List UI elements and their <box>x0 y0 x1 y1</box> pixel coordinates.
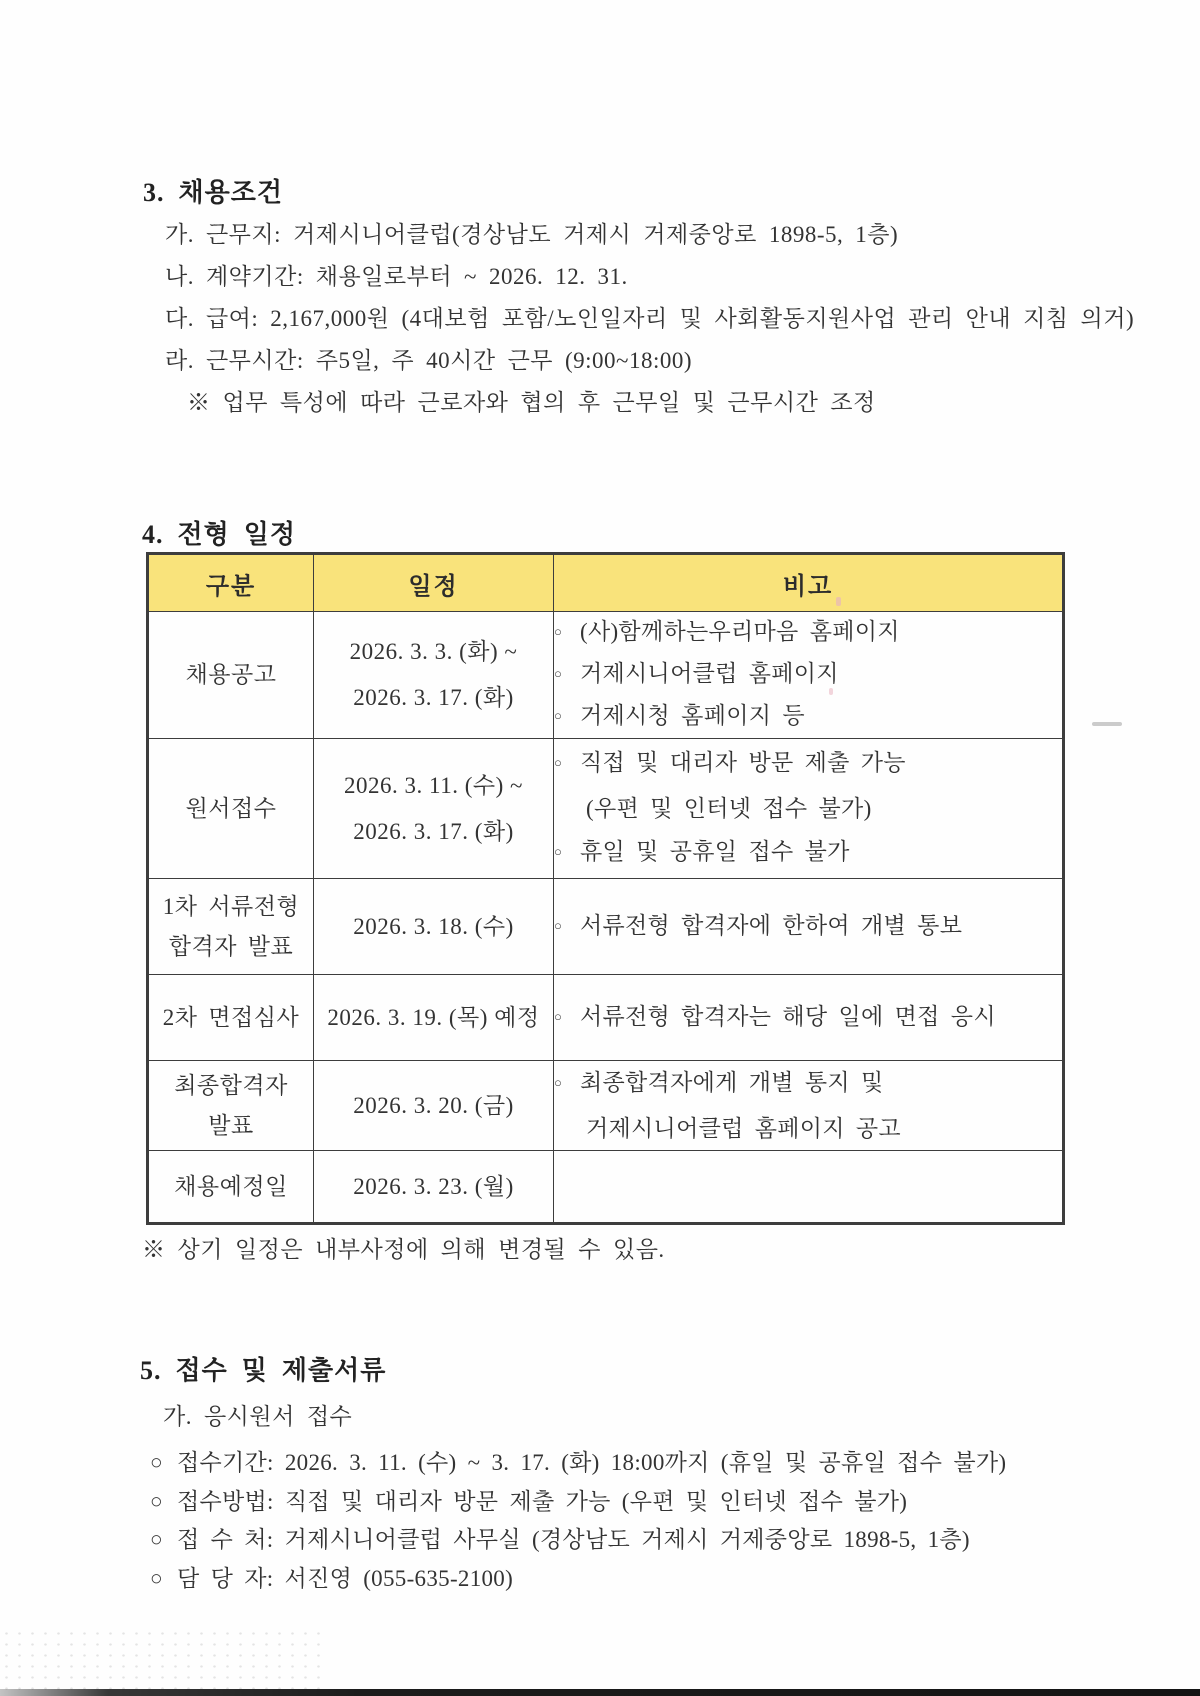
cell-category: 1차 서류전형 합격자 발표 <box>148 879 314 975</box>
cell-remarks <box>554 739 1064 879</box>
col-header-remarks: 비고 <box>554 554 1064 612</box>
cell-schedule: 2026. 3. 20. (금) <box>314 1061 554 1151</box>
remark-line: ○ (사)함께하는우리마음 홈페이지 <box>554 612 1062 654</box>
table-row <box>148 739 1064 879</box>
remark-line: ○ 거제시니어클럽 홈페이지 <box>554 654 1062 696</box>
cell-category: 2차 면접심사 <box>148 975 314 1061</box>
section5-item-line: ○ 접 수 처: 거제시니어클럽 사무실 (경상남도 거제시 거제중앙로 1898-5, 1층) <box>150 1527 970 1552</box>
table-row <box>148 612 1064 739</box>
remark-line: ○ 직접 및 대리자 방문 제출 가능 <box>554 741 1062 787</box>
section5-title: 5. 접수 및 제출서류 <box>140 1356 387 1385</box>
cell-category: 채용예정일 <box>148 1151 314 1224</box>
bullet-circle-icon: ○ <box>554 624 563 639</box>
circle-bullet-icon: ○ <box>150 1488 163 1513</box>
remark-line: (우편 및 인터넷 접수 불가) <box>586 796 872 821</box>
cell-category: 채용공고 <box>148 612 314 739</box>
text-line-salary: 다. 급여: 2,167,000원 (4대보험 포함/노인일자리 및 사회활동지원사업 관리 안내 지침 의거) <box>165 306 1135 331</box>
bullet-circle-icon: ○ <box>554 755 563 770</box>
text-line-workplace: 가. 근무지: 거제시니어클럽(경상남도 거제시 거제중앙로 1898-5, 1층) <box>165 222 899 247</box>
bullet-circle-icon: ○ <box>554 666 563 681</box>
section4-title: 4. 전형 일정 <box>142 520 296 549</box>
circle-bullet-icon: ○ <box>150 1527 163 1551</box>
section4-note: ※ 상기 일정은 내부사정에 의해 변경될 수 있음. <box>142 1237 665 1262</box>
bullet-circle-icon: ○ <box>554 1075 563 1090</box>
schedule-table-body <box>148 612 1064 1224</box>
table-row <box>148 1151 1064 1224</box>
remark-line: ○ 휴일 및 공휴일 접수 불가 <box>554 830 1062 876</box>
cell-schedule: 2026. 3. 3. (화) ~ 2026. 3. 17. (화) <box>314 612 554 739</box>
cell-remarks <box>554 975 1064 1061</box>
table-row <box>148 879 1064 975</box>
bullet-circle-icon: ○ <box>554 844 563 859</box>
schedule-table <box>146 552 1065 1225</box>
circle-bullet-icon: ○ <box>150 1565 163 1590</box>
cell-schedule: 2026. 3. 19. (목) 예정 <box>314 975 554 1061</box>
cell-remarks <box>554 879 1064 975</box>
remark-line: ○ 서류전형 합격자에 한하여 개별 통보 <box>554 904 1062 950</box>
remark-line: ○ 거제시청 홈페이지 등 <box>554 696 1062 738</box>
section5-item-line: ○ 접수방법: 직접 및 대리자 방문 제출 가능 (우편 및 인터넷 접수 불가) <box>150 1488 908 1514</box>
cell-schedule: 2026. 3. 18. (수) <box>314 879 554 975</box>
scan-mark-dash <box>1092 722 1122 726</box>
circle-bullet-icon: ○ <box>150 1450 163 1474</box>
table-row <box>148 1061 1064 1151</box>
cell-schedule: 2026. 3. 11. (수) ~ 2026. 3. 17. (화) <box>314 739 554 879</box>
table-header-row <box>148 554 1064 612</box>
cell-remarks <box>554 1061 1064 1151</box>
section5-item-line: ○ 접수기간: 2026. 3. 11. (수) ~ 3. 17. (화) 18:00까지 (휴일 및 공휴일 접수 불가) <box>150 1450 1007 1475</box>
section3-title: 3. 채용조건 <box>143 178 283 207</box>
table-row <box>148 975 1064 1061</box>
scan-noise-patch <box>0 1628 330 1690</box>
section5-subheading: 가. 응시원서 접수 <box>163 1404 353 1429</box>
col-header-category: 구분 <box>148 554 314 612</box>
cell-category: 최종합격자 발표 <box>148 1061 314 1151</box>
cell-schedule: 2026. 3. 23. (월) <box>314 1151 554 1224</box>
section3-items <box>165 214 1134 424</box>
section5-item-line: ○ 담 당 자: 서진영 (055-635-2100) <box>150 1565 514 1591</box>
remark-line: 거제시니어클럽 홈페이지 공고 <box>586 1116 901 1141</box>
cell-remarks <box>554 1151 1064 1224</box>
scan-mark-pink <box>836 597 841 606</box>
bullet-circle-icon: ○ <box>554 1008 563 1024</box>
col-header-schedule: 일정 <box>314 554 554 612</box>
cell-category: 원서접수 <box>148 739 314 879</box>
remark-line: ○ 최종합격자에게 개별 통지 및 <box>554 1061 1062 1107</box>
bullet-circle-icon: ○ <box>554 917 563 933</box>
bullet-circle-icon: ○ <box>554 708 563 723</box>
cell-remarks <box>554 612 1064 739</box>
scan-edge-line <box>0 1689 1200 1696</box>
text-line-contract: 나. 계약기간: 채용일로부터 ~ 2026. 12. 31. <box>165 264 628 289</box>
section5-items <box>150 1444 1006 1598</box>
text-line-workhours: 라. 근무시간: 주5일, 주 40시간 근무 (9:00~18:00) <box>165 348 693 373</box>
remark-line: ○ 서류전형 합격자는 해당 일에 면접 응시 <box>554 995 1062 1041</box>
section3-note: ※ 업무 특성에 따라 근로자와 협의 후 근무일 및 근무시간 조정 <box>187 390 876 415</box>
scan-mark-pink <box>829 688 833 695</box>
